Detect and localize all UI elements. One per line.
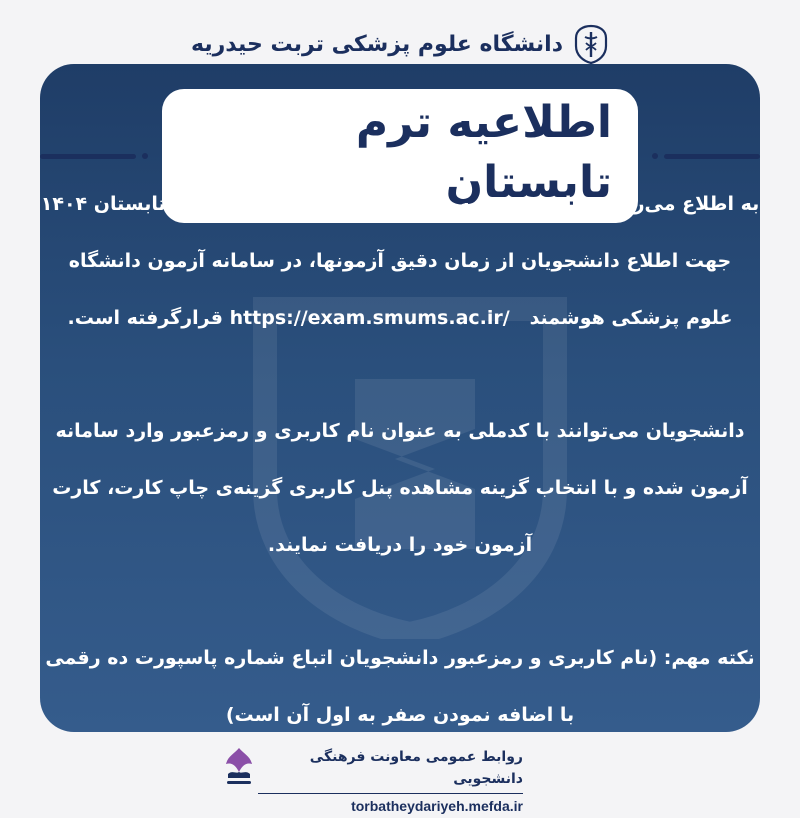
page-title: اطلاعیه ترم تابستان [355, 97, 612, 208]
paragraph-1 [40, 176, 760, 347]
p2-line-1: دانشجویان می‌توانند با کدملی به عنوان نام کاربری و رمزعبور وارد سامانه [55, 420, 745, 442]
university-name: دانشگاه علوم پزشکی تربت حیدریه [190, 31, 564, 57]
p3-line-2: با اضافه نمودن صفر به اول آن است) [225, 704, 575, 726]
title-rule-right [652, 153, 760, 159]
p1-line-3-end: قرارگرفته است. [67, 307, 223, 329]
footer [0, 738, 800, 814]
footer-text [258, 746, 523, 818]
p2-line-2: آزمون شده و با انتخاب گزینه مشاهده پنل کاربری گزینه‌ی چاپ کارت، کارت [52, 477, 748, 499]
p3-line-1: نکته مهم: (نام کاربری و رمزعبور دانشجویان اتباع شماره پاسپورت ده رقمی [45, 647, 755, 669]
paragraph-2 [40, 403, 760, 574]
exam-url-link[interactable]: https://exam.smums.ac.ir/ [229, 307, 510, 329]
p2-line-3: آزمون خود را دریافت نمایند. [267, 534, 533, 556]
announcement-panel [40, 64, 760, 732]
announcement-body [40, 176, 760, 732]
p1-line-2: جهت اطلاع دانشجویان از زمان دقیق آزمونها، در سامانه آزمون دانشگاه [68, 250, 732, 272]
title-rule-left [40, 153, 148, 159]
footer-url-link[interactable]: torbatheydariyeh.mefda.ir [351, 798, 523, 814]
student-affairs-logo-icon [222, 744, 256, 790]
p1-line-3 [40, 290, 760, 347]
p1-line-3-start: علوم پزشکی هوشمند [529, 307, 733, 329]
university-emblem-icon [573, 24, 609, 64]
footer-office: روابط عمومی معاونت فرهنگی دانشجویی [258, 746, 523, 794]
paragraph-3 [40, 630, 760, 732]
p1-line-1: به اطلاع می‌رساند کارت ورود به جلسه آزمون حضوری پایان‌ترم تابستان ۱۴۰۴ [40, 193, 760, 215]
